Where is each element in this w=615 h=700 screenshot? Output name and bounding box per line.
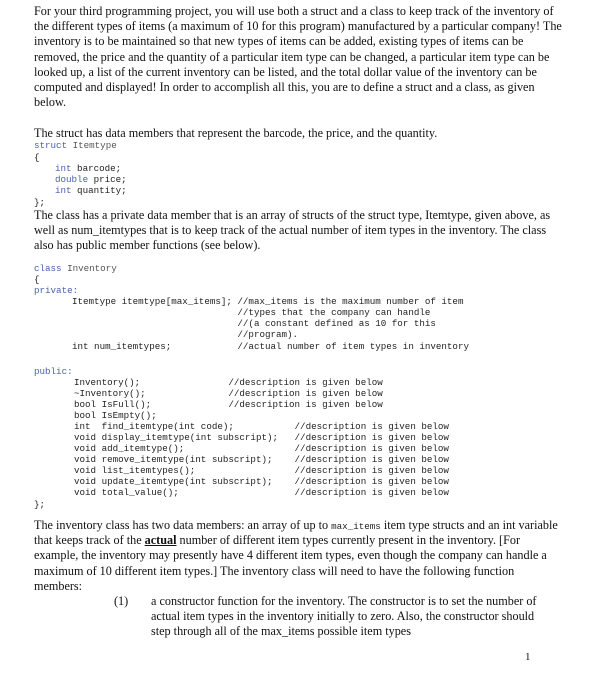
struct-member-price: double price; [55,174,127,185]
public-func-7: void add_itemtype(); //description is given below [74,443,449,454]
class-intro: The class has a private data member that is an array of structs of the struct type, Itemtype, given above, as well as num_itemtypes that is to keep track of the actual number of item types in the inventory. The class also has public member functions (see below). [34,208,551,253]
public-func-4: bool IsEmpty(); [74,410,157,421]
class-open-brace: { [34,274,40,285]
class-close-brace: }; [34,499,46,510]
private-line-5: int num_itemtypes; //actual number of item types in inventory [72,341,469,352]
public-func-5: int find_itemtype(int code); //description is given below [74,421,449,432]
private-line-1: Itemtype itemtype[max_items]; //max_items is the maximum number of item [72,296,464,307]
public-func-9: void list_itemtypes(); //description is given below [74,465,449,476]
public-label: public: [34,366,73,377]
private-line-4: //program). [72,329,299,340]
private-label: private: [34,285,79,296]
struct-member-barcode: int barcode; [55,163,122,174]
struct-header: struct Itemtype [34,140,117,151]
struct-member-quantity: int quantity; [55,185,127,196]
public-func-8: void remove_itemtype(int subscript); //description is given below [74,454,449,465]
public-func-11: void total_value(); //description is given below [74,487,449,498]
intro-paragraph: For your third programming project, you will use both a struct and a class to keep track of the inventory of the different types of items (a maximum of 10 for this program) manufactured by a particular company! The inventory is to be maintained so that new types of items can be added, existing types of items can be removed, the price and the quantity of a particular item type can be changed, a particular item type can be looked up, a list of the current inventory can be listed, and the total dollar value of the inventory can be computed and displayed! In order to accomplish all this, you are to define a struct and a class, as given below. [34,4,562,110]
private-line-2: //types that the company can handle [72,307,431,318]
members-paragraph: The inventory class has two data members: an array of up to max_items item type structs and an int variable that keeps track of the actual number of different item types currently present in the inventory. [For example, the inventory may presently have 4 different item types, even though the company can handle a maximum of 10 different item types.] The inventory class will need to have the following function members: [34,518,558,593]
public-func-10: void update_itemtype(int subscript); //description is given below [74,476,449,487]
public-func-6: void display_itemtype(int subscript); //description is given below [74,432,449,443]
item-1-number: (1) [114,594,129,608]
struct-open-brace: { [34,152,40,163]
item-1-text: a constructor function for the inventory. The constructor is to set the number of actual item types in the inventory initially to zero. Also, the constructor should step through all of the max_items possible item types [151,594,537,639]
public-func-2: ~Inventory(); //description is given below [74,388,383,399]
private-line-3: //(a constant defined as 10 for this [72,318,436,329]
page-number: 1 [525,651,531,663]
class-header: class Inventory [34,263,117,274]
public-func-1: Inventory(); //description is given below [74,377,383,388]
struct-close-brace: }; [34,197,46,208]
public-func-3: bool IsFull(); //description is given below [74,399,383,410]
struct-intro: The struct has data members that represent the barcode, the price, and the quantity. [34,126,438,140]
